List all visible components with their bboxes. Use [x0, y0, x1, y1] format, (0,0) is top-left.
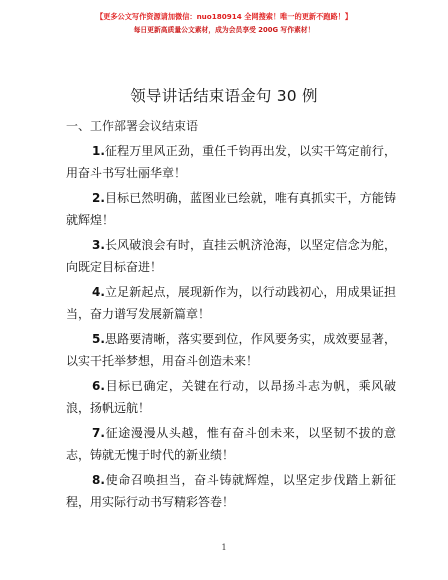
promo-banner-line-2: 每日更新高质量公文素材，成为会员享受 200G 写作素材！ [133, 26, 315, 34]
item-number: 7. [92, 426, 105, 440]
item-text-continued: 向既定目标奋进！ [66, 260, 163, 274]
item-text-continued: 用奋斗书写壮丽华章！ [66, 166, 187, 180]
item-text-continued: 当，奋力谱写发展新篇章！ [66, 307, 211, 321]
document-title: 领导讲话结束语金句 30 例 [130, 87, 318, 105]
item-number: 1. [92, 144, 105, 158]
item-number: 4. [92, 285, 105, 299]
list-item [66, 469, 396, 513]
item-text: 征途漫漫从头越，惟有奋斗创未来，以坚韧不拔的意 [104, 426, 396, 440]
item-text-continued: 浪，扬帆远航！ [66, 401, 151, 415]
item-text-continued: 以实干托举梦想，用奋斗创造未来！ [66, 354, 259, 368]
item-text-continued: 程，用实际行动书写精彩答卷！ [66, 495, 235, 509]
item-number: 5. [92, 332, 105, 346]
page-number: 1 [221, 543, 227, 552]
list-item [66, 422, 396, 466]
item-number: 8. [92, 473, 105, 487]
list-item [66, 281, 396, 325]
list-item [66, 187, 396, 231]
item-text: 征程万里风正劲，重任千钧再出发，以实干笃定前行， [104, 144, 396, 158]
quote-list [66, 140, 396, 516]
promo-banner-line-1: 【更多公文写作资源请加微信：nuo180914 全网搜索！唯一的更新不跑路！】 [95, 12, 353, 21]
item-text: 思路要清晰，落实要到位，作风要务实，成效要显著， [104, 332, 396, 346]
item-text-continued: 志，铸就无愧于时代的新业绩！ [66, 448, 235, 462]
item-number: 2. [92, 191, 105, 205]
item-text: 目标已然明确，蓝图业已绘就，唯有真抓实干，方能铸 [104, 191, 396, 205]
item-number: 3. [92, 238, 105, 252]
item-text: 目标已确定，关键在行动，以昂扬斗志为帆，乘风破 [104, 379, 396, 393]
list-item [66, 140, 396, 184]
item-text: 长风破浪会有时，直挂云帆济沧海，以坚定信念为舵， [104, 238, 396, 252]
list-item [66, 375, 396, 419]
item-text: 立足新起点，展现新作为，以行动践初心，用成果证担 [104, 285, 396, 299]
item-text-continued: 就辉煌！ [66, 213, 115, 227]
section-heading: 一、工作部署会议结束语 [66, 119, 199, 133]
list-item [66, 328, 396, 372]
list-item [66, 234, 396, 278]
item-number: 6. [92, 379, 105, 393]
item-text: 使命召唤担当，奋斗铸就辉煌，以坚定步伐踏上新征 [104, 473, 396, 487]
